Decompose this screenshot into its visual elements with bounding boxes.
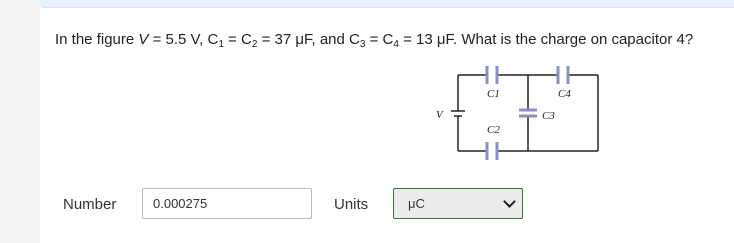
- chevron-down-icon: [503, 195, 516, 208]
- c2-label: C2: [487, 124, 500, 136]
- units-selected-value: μC: [408, 196, 425, 211]
- top-banner: [40, 0, 734, 8]
- number-label: Number: [63, 196, 117, 213]
- question-text: In the figure V = 5.5 V, $C_1 = C_2 = 37$ μF, and $C_3 = C_4 = 13$ μF. What is the charge on capacitor 4?: [55, 31, 694, 50]
- left-gutter: [0, 0, 40, 243]
- v-label: V: [436, 109, 443, 121]
- c3-label: C3: [542, 110, 555, 122]
- units-select[interactable]: [393, 188, 523, 219]
- circuit-diagram: [420, 60, 605, 160]
- number-input[interactable]: [142, 188, 312, 219]
- c1-label: C1: [487, 88, 500, 100]
- c4-label: C4: [558, 88, 571, 100]
- units-label: Units: [334, 196, 369, 213]
